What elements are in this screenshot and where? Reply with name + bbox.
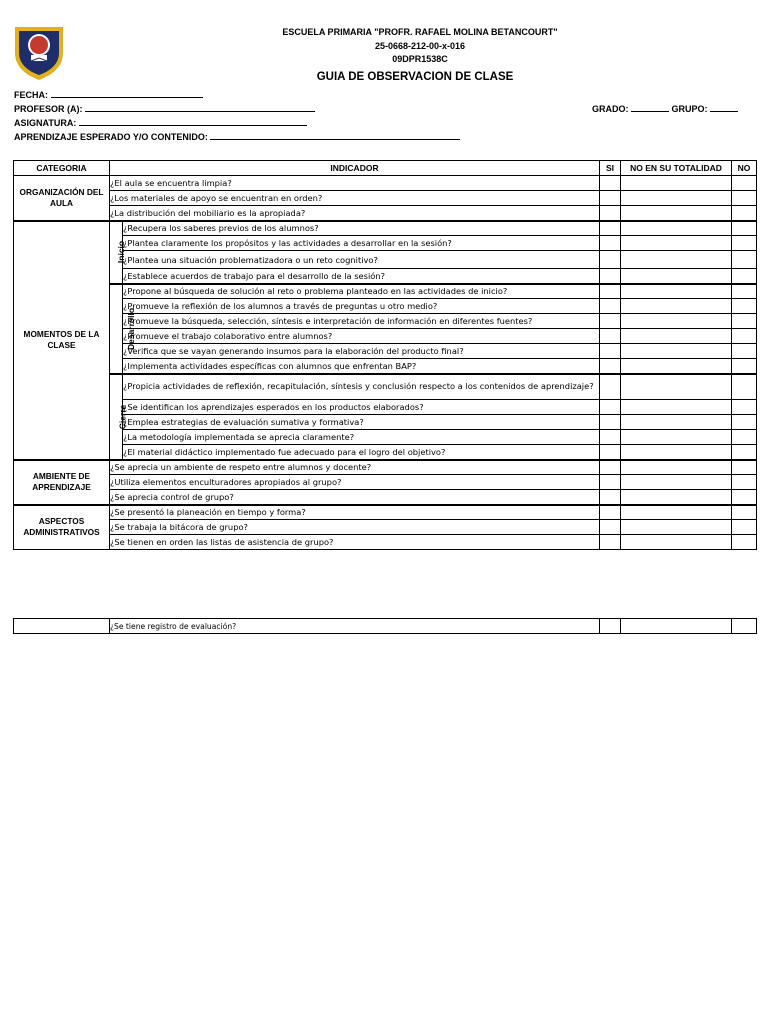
indicator: ¿Recupera los saberes previos de los alumnos? bbox=[123, 221, 600, 236]
phase-cierre bbox=[110, 374, 128, 460]
no-cell[interactable] bbox=[732, 251, 757, 269]
table-row bbox=[14, 460, 757, 475]
table-row bbox=[14, 221, 757, 236]
no-totalidad-cell[interactable] bbox=[621, 329, 732, 344]
grado-label: GRADO: bbox=[592, 104, 629, 114]
si-cell[interactable] bbox=[600, 284, 621, 299]
si-cell[interactable] bbox=[600, 535, 621, 550]
table-row bbox=[14, 314, 757, 329]
table-row bbox=[14, 619, 757, 634]
no-cell[interactable] bbox=[732, 535, 757, 550]
no-cell[interactable] bbox=[732, 191, 757, 206]
no-cell[interactable] bbox=[732, 284, 757, 299]
no-totalidad-cell[interactable] bbox=[621, 236, 732, 251]
table-row bbox=[14, 505, 757, 520]
no-cell[interactable] bbox=[732, 415, 757, 430]
indicator: ¿Se tienen en orden las listas de asistencia de grupo? bbox=[110, 535, 600, 550]
indicator: ¿Plantea una situación problematizadora o un reto cognitivo? bbox=[123, 251, 600, 269]
indicator: ¿Verifica que se vayan generando insumos para la elaboración del producto final? bbox=[123, 344, 600, 359]
si-cell[interactable] bbox=[600, 236, 621, 251]
table-row bbox=[14, 269, 757, 284]
indicator: ¿Se aprecia control de grupo? bbox=[110, 490, 600, 505]
table-row bbox=[14, 191, 757, 206]
header-indicador: INDICADOR bbox=[110, 161, 600, 176]
no-cell[interactable] bbox=[732, 329, 757, 344]
no-totalidad-cell[interactable] bbox=[621, 445, 732, 460]
table-row bbox=[14, 329, 757, 344]
profesor-field[interactable] bbox=[14, 102, 315, 114]
no-totalidad-cell[interactable] bbox=[621, 314, 732, 329]
no-totalidad-cell[interactable] bbox=[621, 520, 732, 535]
indicator: ¿Promueve la reflexión de los alumnos a través de preguntas u otro medio? bbox=[123, 299, 600, 314]
indicator: ¿Establece acuerdos de trabajo para el desarrollo de la sesión? bbox=[123, 269, 600, 284]
no-totalidad-cell[interactable] bbox=[621, 176, 732, 191]
no-totalidad-cell[interactable] bbox=[621, 284, 732, 299]
header-si: SI bbox=[600, 161, 621, 176]
no-totalidad-cell[interactable] bbox=[621, 460, 732, 475]
phase-cierre-label: Cierre bbox=[117, 404, 128, 429]
school-cct: 09DPR1538C bbox=[392, 54, 448, 64]
si-cell[interactable] bbox=[600, 475, 621, 490]
no-totalidad-cell[interactable] bbox=[621, 475, 732, 490]
si-cell[interactable] bbox=[600, 191, 621, 206]
asignatura-label: ASIGNATURA: bbox=[14, 118, 77, 128]
no-totalidad-cell[interactable] bbox=[621, 415, 732, 430]
fecha-line bbox=[51, 88, 203, 98]
asignatura-field[interactable] bbox=[14, 116, 307, 128]
phase-desarrollo bbox=[110, 284, 137, 374]
no-totalidad-cell[interactable] bbox=[621, 535, 732, 550]
si-cell[interactable] bbox=[600, 299, 621, 314]
table-row bbox=[14, 445, 757, 460]
indicator: ¿Utiliza elementos enculturadores apropiados al grupo? bbox=[110, 475, 600, 490]
si-cell[interactable] bbox=[600, 374, 621, 400]
indicator: ¿El material didáctico implementado fue adecuado para el logro del objetivo? bbox=[123, 445, 600, 460]
aprendizaje-field[interactable] bbox=[14, 130, 460, 142]
indicator: ¿Se presentó la planeación en tiempo y forma? bbox=[110, 505, 600, 520]
table-row bbox=[14, 490, 757, 505]
extra-table bbox=[13, 618, 757, 634]
phase-desarrollo-label: Desarrollo bbox=[126, 307, 137, 350]
fecha-label: FECHA: bbox=[14, 90, 48, 100]
no-totalidad-cell[interactable] bbox=[621, 490, 732, 505]
header-no-totalidad: NO EN SU TOTALIDAD bbox=[621, 161, 732, 176]
no-totalidad-cell[interactable] bbox=[621, 374, 732, 400]
si-cell[interactable] bbox=[600, 314, 621, 329]
no-cell[interactable] bbox=[732, 374, 757, 400]
no-cell[interactable] bbox=[732, 490, 757, 505]
si-cell[interactable] bbox=[600, 460, 621, 475]
indicator: ¿Emplea estrategias de evaluación sumativa y formativa? bbox=[123, 415, 600, 430]
table-row bbox=[14, 374, 757, 400]
category-organizacion: ORGANIZACIÓN DEL AULA bbox=[14, 176, 110, 221]
no-totalidad-cell[interactable] bbox=[621, 400, 732, 415]
category-momentos: MOMENTOS DE LA CLASE bbox=[14, 221, 110, 460]
no-totalidad-cell[interactable] bbox=[621, 191, 732, 206]
table-row bbox=[14, 430, 757, 445]
table-row bbox=[14, 299, 757, 314]
indicator: ¿La distribución del mobiliario es la apropiada? bbox=[110, 206, 600, 221]
indicator: ¿Propone al búsqueda de solución al reto o problema planteado en las actividades de inicio? bbox=[123, 284, 600, 299]
no-cell[interactable] bbox=[732, 176, 757, 191]
no-cell[interactable] bbox=[732, 359, 757, 374]
no-totalidad-cell[interactable] bbox=[621, 206, 732, 221]
no-totalidad-cell[interactable] bbox=[621, 299, 732, 314]
school-name: ESCUELA PRIMARIA "PROFR. RAFAEL MOLINA BETANCOURT" bbox=[282, 27, 558, 37]
no-cell[interactable] bbox=[732, 475, 757, 490]
si-cell[interactable] bbox=[600, 359, 621, 374]
profesor-line bbox=[85, 102, 315, 112]
si-cell[interactable] bbox=[600, 490, 621, 505]
no-totalidad-cell[interactable] bbox=[621, 251, 732, 269]
indicator: ¿Se aprecia un ambiente de respeto entre alumnos y docente? bbox=[110, 460, 600, 475]
no-totalidad-cell[interactable] bbox=[621, 359, 732, 374]
grado-grupo-field[interactable] bbox=[592, 102, 738, 114]
table-row bbox=[14, 206, 757, 221]
no-totalidad-cell[interactable] bbox=[621, 269, 732, 284]
table-row bbox=[14, 344, 757, 359]
table-row bbox=[14, 359, 757, 374]
si-cell[interactable] bbox=[600, 400, 621, 415]
grado-line bbox=[631, 102, 669, 112]
si-cell[interactable] bbox=[600, 430, 621, 445]
indicator: ¿Se trabaja la bitácora de grupo? bbox=[110, 520, 600, 535]
indicator: ¿Se identifican los aprendizajes esperados en los productos elaborados? bbox=[123, 400, 600, 415]
aprendizaje-label: APRENDIZAJE ESPERADO Y/O CONTENIDO: bbox=[14, 132, 208, 142]
category-aspectos: ASPECTOS ADMINISTRATIVOS bbox=[14, 505, 110, 550]
si-cell[interactable] bbox=[600, 344, 621, 359]
asignatura-line bbox=[79, 116, 307, 126]
indicator: ¿Plantea claramente los propósitos y las actividades a desarrollar en la sesión? bbox=[123, 236, 600, 251]
table-row bbox=[14, 535, 757, 550]
school-crest-icon bbox=[12, 23, 66, 81]
no-cell[interactable] bbox=[732, 314, 757, 329]
no-totalidad-cell[interactable] bbox=[621, 619, 732, 634]
no-cell[interactable] bbox=[732, 299, 757, 314]
table-row bbox=[14, 475, 757, 490]
indicator: ¿El aula se encuentra limpia? bbox=[110, 176, 600, 191]
no-cell[interactable] bbox=[732, 400, 757, 415]
observation-table bbox=[13, 160, 757, 550]
indicator: ¿Implementa actividades específicas con alumnos que enfrentan BAP? bbox=[123, 359, 600, 374]
fecha-field[interactable] bbox=[14, 88, 203, 100]
no-totalidad-cell[interactable] bbox=[621, 221, 732, 236]
table-row bbox=[14, 284, 757, 299]
indicator: ¿Propicia actividades de reflexión, recapitulación, síntesis y conclusión respecto a los contenidos de aprendizaje? bbox=[123, 374, 600, 400]
si-cell[interactable] bbox=[600, 520, 621, 535]
no-totalidad-cell[interactable] bbox=[621, 344, 732, 359]
phase-inicio bbox=[110, 221, 127, 284]
indicator: ¿Promueve el trabajo colaborativo entre alumnos? bbox=[123, 329, 600, 344]
no-cell[interactable] bbox=[732, 505, 757, 520]
indicator: ¿Se tiene registro de evaluación? bbox=[110, 619, 600, 634]
si-cell[interactable] bbox=[600, 619, 621, 634]
no-cell[interactable] bbox=[732, 430, 757, 445]
indicator: ¿Los materiales de apoyo se encuentran en orden? bbox=[110, 191, 600, 206]
header-categoria: CATEGORIA bbox=[14, 161, 110, 176]
si-cell[interactable] bbox=[600, 221, 621, 236]
category-ambiente: AMBIENTE DE APRENDIZAJE bbox=[14, 460, 110, 505]
si-cell[interactable] bbox=[600, 251, 621, 269]
no-cell[interactable] bbox=[732, 445, 757, 460]
indicator: ¿La metodología implementada se aprecia claramente? bbox=[123, 430, 600, 445]
page-title: GUIA DE OBSERVACION DE CLASE bbox=[316, 71, 514, 83]
no-cell[interactable] bbox=[732, 619, 757, 634]
no-cell[interactable] bbox=[732, 344, 757, 359]
table-row bbox=[14, 176, 757, 191]
no-totalidad-cell[interactable] bbox=[621, 505, 732, 520]
category-empty bbox=[14, 619, 110, 634]
no-cell[interactable] bbox=[732, 236, 757, 251]
si-cell[interactable] bbox=[600, 206, 621, 221]
si-cell[interactable] bbox=[600, 415, 621, 430]
profesor-label: PROFESOR (A): bbox=[14, 104, 83, 114]
grupo-line bbox=[710, 102, 738, 112]
no-cell[interactable] bbox=[732, 520, 757, 535]
no-totalidad-cell[interactable] bbox=[621, 430, 732, 445]
si-cell[interactable] bbox=[600, 329, 621, 344]
si-cell[interactable] bbox=[600, 505, 621, 520]
no-cell[interactable] bbox=[732, 460, 757, 475]
si-cell[interactable] bbox=[600, 445, 621, 460]
indicator: ¿Promueve la búsqueda, selección, síntesis e interpretación de información en diferentes fuentes? bbox=[123, 314, 600, 329]
table-row bbox=[14, 520, 757, 535]
header-no: NO bbox=[732, 161, 757, 176]
no-cell[interactable] bbox=[732, 269, 757, 284]
aprendizaje-line bbox=[210, 130, 460, 140]
table-header-row bbox=[14, 161, 757, 176]
no-cell[interactable] bbox=[732, 221, 757, 236]
phase-inicio-label: Inicio bbox=[116, 240, 127, 264]
si-cell[interactable] bbox=[600, 269, 621, 284]
grupo-label: GRUPO: bbox=[671, 104, 708, 114]
no-cell[interactable] bbox=[732, 206, 757, 221]
school-code: 25-0668-212-00-x-016 bbox=[374, 40, 466, 51]
si-cell[interactable] bbox=[600, 176, 621, 191]
